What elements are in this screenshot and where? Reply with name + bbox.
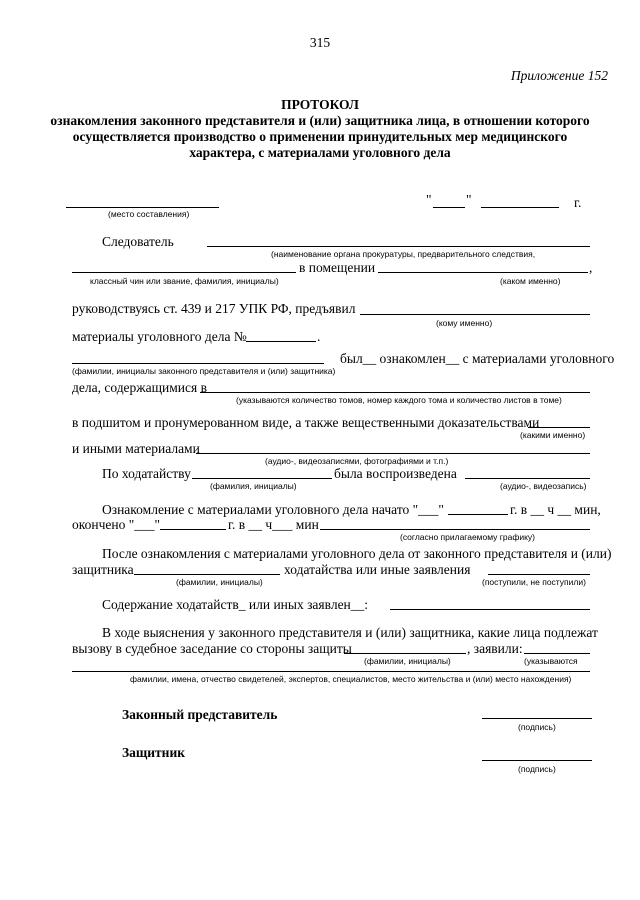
volumes-field[interactable]: [200, 392, 590, 393]
content-text: Содержание ходатайств_ или иных заявлен__:: [102, 597, 369, 612]
legal-rep-signature-field[interactable]: [482, 718, 592, 719]
stated-text: , заявили:: [467, 641, 523, 656]
date-quote-close: ": [466, 192, 472, 207]
premises-comma: ,: [589, 260, 593, 275]
stated-field[interactable]: [524, 653, 590, 654]
reproduced-text: была воспроизведена: [334, 466, 457, 481]
signature-caption-1: (подпись): [518, 722, 556, 732]
defender-name-field[interactable]: [134, 574, 280, 575]
petitions-text: ходатайства или иные заявления: [284, 562, 471, 577]
names-caption: (фамилия, инициалы): [210, 481, 297, 491]
reproduced-field[interactable]: [465, 478, 590, 479]
subtitle-line-3: характера, с материалами уголовного дела: [189, 145, 451, 160]
schedule-field[interactable]: [320, 529, 590, 530]
petition-name-field[interactable]: [192, 478, 332, 479]
representative-field[interactable]: [72, 363, 324, 364]
av-caption: (аудио-, видеозапись): [500, 481, 587, 491]
whom-caption: (кому именно): [436, 318, 493, 328]
whom-field[interactable]: [360, 314, 590, 315]
case-materials-label: материалы уголовного дела №: [72, 329, 247, 344]
after-text: После ознакомления с материалами уголовного дела от законного представителя и (или): [102, 546, 612, 561]
finished-text: окончено "___": [72, 517, 161, 532]
schedule-caption: (согласно прилагаемому графику): [400, 532, 535, 542]
document-title: ПРОТОКОЛ: [281, 97, 359, 112]
date-day-field[interactable]: [433, 207, 465, 208]
page-number: 315: [309, 35, 331, 50]
started-text: Ознакомление с материалами уголовного дела начато "___": [102, 502, 444, 517]
witness-caption: фамилии, имена, отчество свидетелей, экспертов, специалистов, место жительства и (или) место нахождения): [130, 674, 572, 684]
finished-month-field[interactable]: [160, 529, 226, 530]
premises-field[interactable]: [378, 272, 588, 273]
prosecutor-caption: (наименование органа прокуратуры, предварительного следствия,: [271, 249, 536, 259]
case-period: .: [317, 329, 321, 344]
petitions-status-field[interactable]: [488, 574, 590, 575]
audio-caption: (аудио-, видеозаписями, фотографиями и т.п.): [265, 456, 449, 466]
content-field[interactable]: [390, 609, 590, 610]
which-caption: (каком именно): [500, 276, 561, 286]
date-quote-open: ": [426, 192, 432, 207]
place-field[interactable]: [66, 207, 219, 208]
summon-names-field[interactable]: [344, 653, 466, 654]
subtitle-line-1: ознакомления законного представителя и (или) защитника лица, в отношении которого: [50, 113, 590, 128]
names3-caption: (фамилии, инициалы): [364, 656, 451, 666]
legal-rep-label: Законный представитель: [122, 707, 278, 722]
received-caption: (поступили, не поступили): [482, 577, 586, 587]
signature-caption-2: (подпись): [518, 764, 556, 774]
names2-caption: (фамилии, инициалы): [176, 577, 263, 587]
case-number-field[interactable]: [246, 341, 316, 342]
evidence-field[interactable]: [528, 427, 590, 428]
appendix-label: Приложение 152: [510, 68, 608, 83]
volumes-caption: (указываются количество томов, номер каждого тома и количество листов в томе): [236, 395, 562, 405]
finished-rest: г. в __ ч___ мин: [228, 517, 319, 532]
indicated-caption: (указываются: [524, 656, 578, 666]
investigator-label: Следователь: [102, 234, 174, 249]
guided-text: руководствуясь ст. 439 и 217 УПК РФ, предъявил: [72, 301, 356, 316]
started-month-field[interactable]: [448, 514, 508, 515]
place-caption: (место составления): [108, 209, 190, 219]
bound-text: в подшитом и пронумерованном виде, а также вещественными доказательствами: [72, 415, 540, 430]
was-acquainted-text: был__ ознакомлен__ с материалами уголовного: [340, 351, 615, 366]
year-suffix: г.: [574, 195, 582, 210]
premises-label: в помещении: [299, 260, 376, 275]
summon-text: вызову в судебное заседание со стороны защиты: [72, 641, 352, 656]
defender-signature-field[interactable]: [482, 760, 592, 761]
representative-caption: (фамилии, инициалы законного представителя и (или) защитника): [72, 366, 336, 376]
prosecutor-field[interactable]: [207, 246, 590, 247]
other-materials-text: и иными материалами: [72, 441, 200, 456]
rank-caption: классный чин или звание, фамилия, инициалы): [90, 276, 279, 286]
contained-in-text: дела, содержащимися в: [72, 380, 207, 395]
during-text: В ходе выяснения у законного представителя и (или) защитника, какие лица подлежат: [102, 625, 598, 640]
which-exactly-caption: (какими именно): [520, 430, 586, 440]
witness-field[interactable]: [72, 671, 590, 672]
other-materials-field[interactable]: [196, 453, 590, 454]
defender-sign-label: Защитник: [122, 745, 186, 760]
subtitle-line-2: осуществляется производство о применении принудительных мер медицинского: [72, 129, 568, 144]
started-rest: г. в __ ч __ мин,: [510, 502, 601, 517]
rank-field[interactable]: [72, 272, 296, 273]
date-month-field[interactable]: [481, 207, 559, 208]
petition-label: По ходатайству: [102, 466, 191, 481]
defender-label: защитника: [72, 562, 134, 577]
